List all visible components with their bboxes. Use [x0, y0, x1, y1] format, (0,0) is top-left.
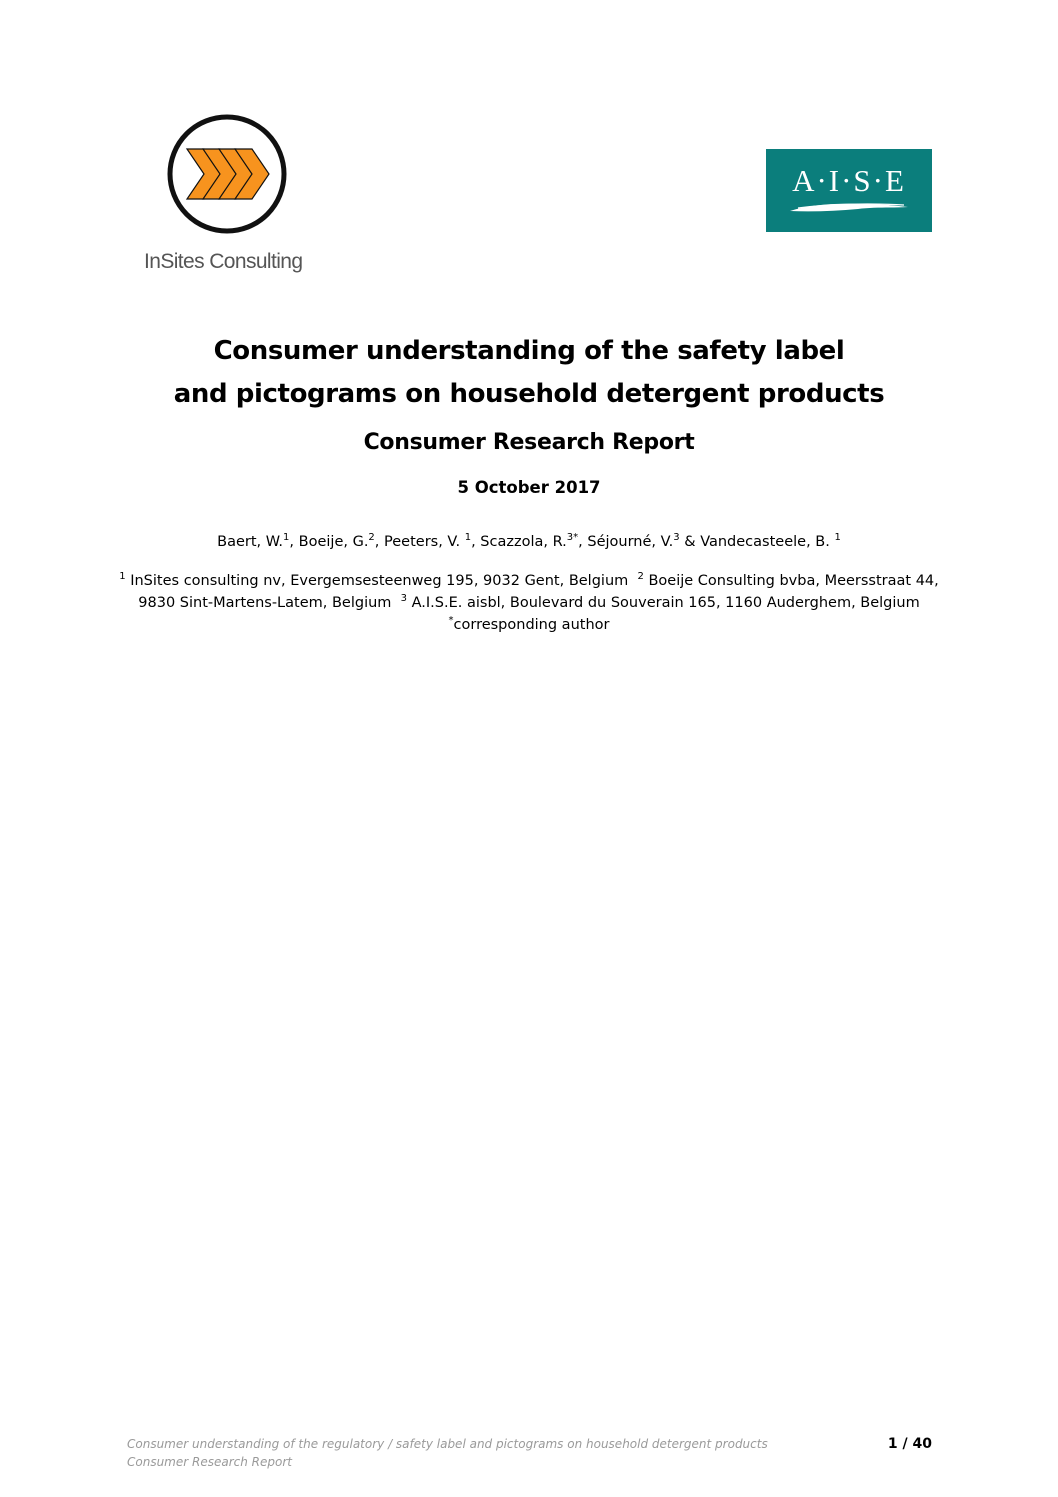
document-title	[0, 330, 1058, 416]
aise-logo	[766, 149, 932, 232]
author-name: Scazzola, R.	[480, 534, 567, 550]
title-block	[0, 330, 1058, 636]
page-number: 1 / 40	[887, 1436, 932, 1452]
document-date: 5 October 2017	[457, 478, 601, 497]
document-title-line-1: Consumer understanding of the safety label	[213, 336, 845, 366]
insites-logo-text: InSites Consulting	[144, 250, 303, 273]
author-separator: ,	[471, 534, 481, 550]
author-affiliation-mark: 1	[464, 532, 472, 543]
document-subtitle: Consumer Research Report	[363, 430, 695, 455]
author-separator: ,	[289, 534, 299, 550]
corresponding-author-note: corresponding author	[453, 617, 610, 633]
affiliations	[119, 570, 939, 636]
author-name: Boeije, G.	[298, 534, 369, 550]
insites-consulting-logo	[140, 112, 320, 282]
author-name: Baert, W.	[217, 534, 284, 550]
footer-report-type: Consumer Research Report	[127, 1455, 292, 1469]
insites-chevrons-icon	[165, 112, 289, 236]
affiliation-number: 2	[637, 571, 644, 582]
author-affiliation-mark: 1	[283, 532, 290, 543]
authors-line	[0, 532, 1058, 552]
affiliation-insites: InSites consulting nv, Evergemsesteenweg 195, 9032 Gent, Belgium	[130, 573, 629, 589]
author-name: Séjourné, V.	[587, 534, 674, 550]
author-affiliation-mark: 3*	[566, 532, 579, 543]
page-footer	[127, 1435, 768, 1471]
footer-document-title: Consumer understanding of the regulatory / safety label and pictograms on household detergent products	[127, 1437, 768, 1451]
affiliation-aise: A.I.S.E. aisbl, Boulevard du Souverain 165, 1160 Auderghem, Belgium	[411, 595, 920, 611]
document-title-line-2: and pictograms on household detergent products	[173, 379, 885, 409]
author-separator: ,	[578, 534, 588, 550]
author-separator: ,	[374, 534, 385, 550]
author-affiliation-mark: 2	[368, 532, 375, 543]
aise-logo-text: A·I·S·E	[792, 163, 906, 198]
author-name: Peeters, V.	[384, 534, 465, 550]
affiliation-number: 3	[400, 593, 408, 604]
affiliation-boeije: Boeije Consulting bvba, Meersstraat 44, 9830 Sint-Martens-Latem, Belgium	[138, 573, 939, 611]
aise-brush-stroke-icon	[788, 199, 910, 215]
affiliation-number: 1	[119, 571, 126, 582]
author-separator: &	[679, 534, 701, 550]
author-affiliation-mark: 1	[834, 532, 841, 543]
corresponding-author-mark: *	[448, 615, 454, 626]
author-name: Vandecasteele, B.	[700, 534, 835, 550]
author-affiliation-mark: 3	[673, 532, 680, 543]
